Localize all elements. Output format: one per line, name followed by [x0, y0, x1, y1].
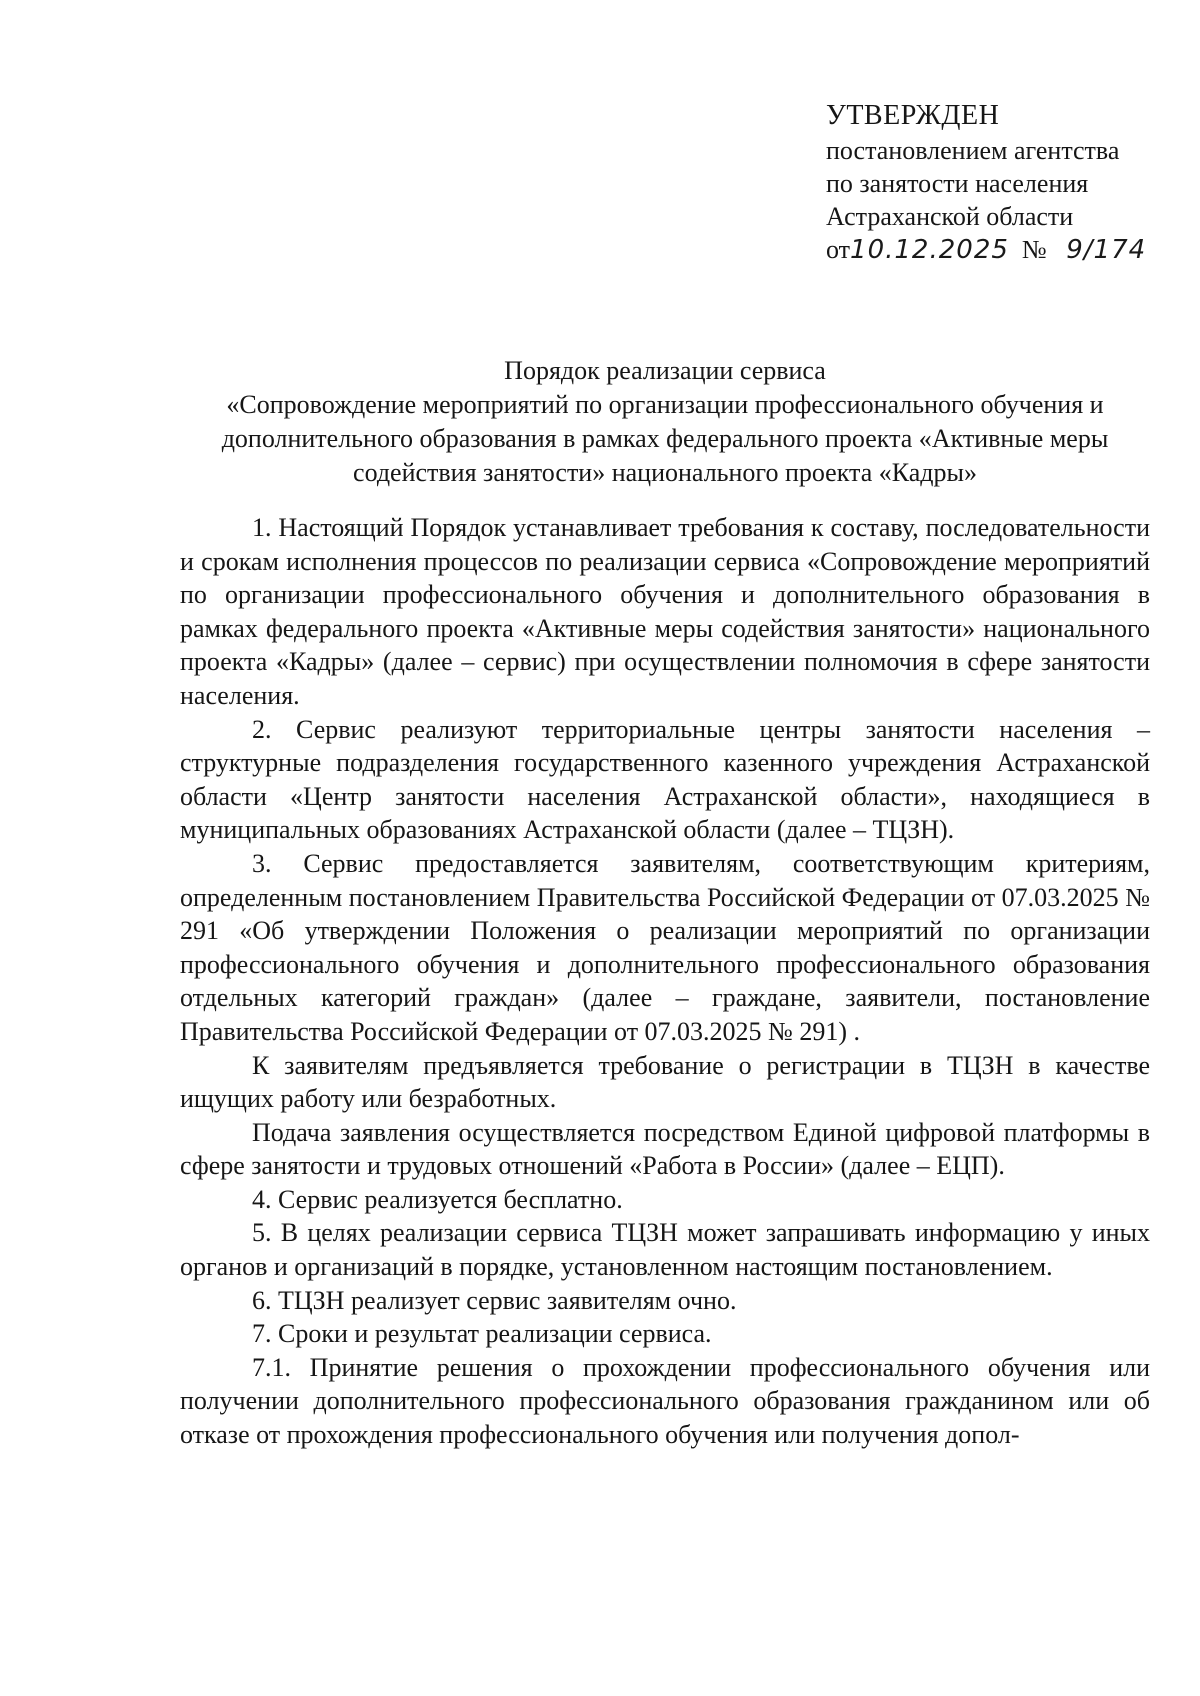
approval-title: УТВЕРЖДЕН [826, 100, 1000, 131]
paragraph-7-1: 7.1. Принятие решения о прохождении профессионального обучения или получении дополнительного профессионального образования гражданином или об отказе от прохождения профессионального обучения или получения допол- [180, 1352, 1150, 1450]
paragraph-5: 5. В целях реализации сервиса ТЦЗН может запрашивать информацию у иных органов и организаций в порядке, установленном настоящим постановлением. [180, 1218, 1150, 1282]
approval-block [826, 98, 1166, 267]
title-line-1: Порядок реализации сервиса [504, 356, 826, 385]
paragraph-6: 6. ТЦЗН реализует сервис заявителям очно. [252, 1285, 737, 1315]
paragraph-4: 4. Сервис реализуется бесплатно. [252, 1184, 623, 1214]
approval-line-2: по занятости населения [826, 169, 1089, 198]
approval-line-3: Астраханской области [826, 202, 1074, 231]
paragraph-3-application: Подача заявления осуществляется посредством Единой цифровой платформы в сфере занятости и трудовых отношений «Работа в России» (далее – ЕЦП). [180, 1117, 1150, 1181]
approval-number-sign: № [1021, 235, 1047, 264]
paragraph-2: 2. Сервис реализуют территориальные центры занятости населения – структурные подразделения государственного казенного учреждения Астраханской области «Центр занятости населения Астраханской области», находящиеся в муниципальных образованиях Астраханской области (далее – ТЦЗН). [180, 714, 1150, 845]
approval-date-prefix: от [826, 235, 851, 264]
paragraph-7: 7. Сроки и результат реализации сервиса. [252, 1319, 712, 1349]
handwritten-number: 9/174 [1066, 235, 1147, 265]
title-line-2: «Сопровождение мероприятий по организации профессионального обучения и [226, 390, 1104, 419]
document-body [180, 511, 1150, 1452]
paragraph-3-registration: К заявителям предъявляется требование о регистрации в ТЦЗН в качестве ищущих работу или безработных. [180, 1050, 1150, 1114]
approval-date-line [826, 233, 1166, 267]
document-title [176, 354, 1154, 490]
paragraph-1: 1. Настоящий Порядок устанавливает требования к составу, последовательности и срокам исполнения процессов по реализации сервиса «Сопровождение мероприятий по организации профессионального обучения и дополнительного образования в рамках федерального проекта «Активные меры содействия занятости» национального проекта «Кадры» (далее – сервис) при осуществлении полномочия в сфере занятости населения. [180, 513, 1150, 710]
approval-line-1: постановлением агентства [826, 136, 1120, 165]
title-line-4: содействия занятости» национального проекта «Кадры» [353, 458, 977, 487]
paragraph-3: 3. Сервис предоставляется заявителям, соответствующим критериям, определенным постановлением Правительства Российской Федерации от 07.03.2025 № 291 «Об утверждении Положения о реализации мероприятий по организации профессионального обучения и дополнительного профессионального образования отдельных категорий граждан» (далее – граждане, заявители, постановление Правительства Российской Федерации от 07.03.2025 № 291) . [180, 848, 1150, 1046]
handwritten-date: 10.12.2025 [850, 235, 1009, 265]
title-line-3: дополнительного образования в рамках федерального проекта «Активные меры [221, 424, 1109, 453]
